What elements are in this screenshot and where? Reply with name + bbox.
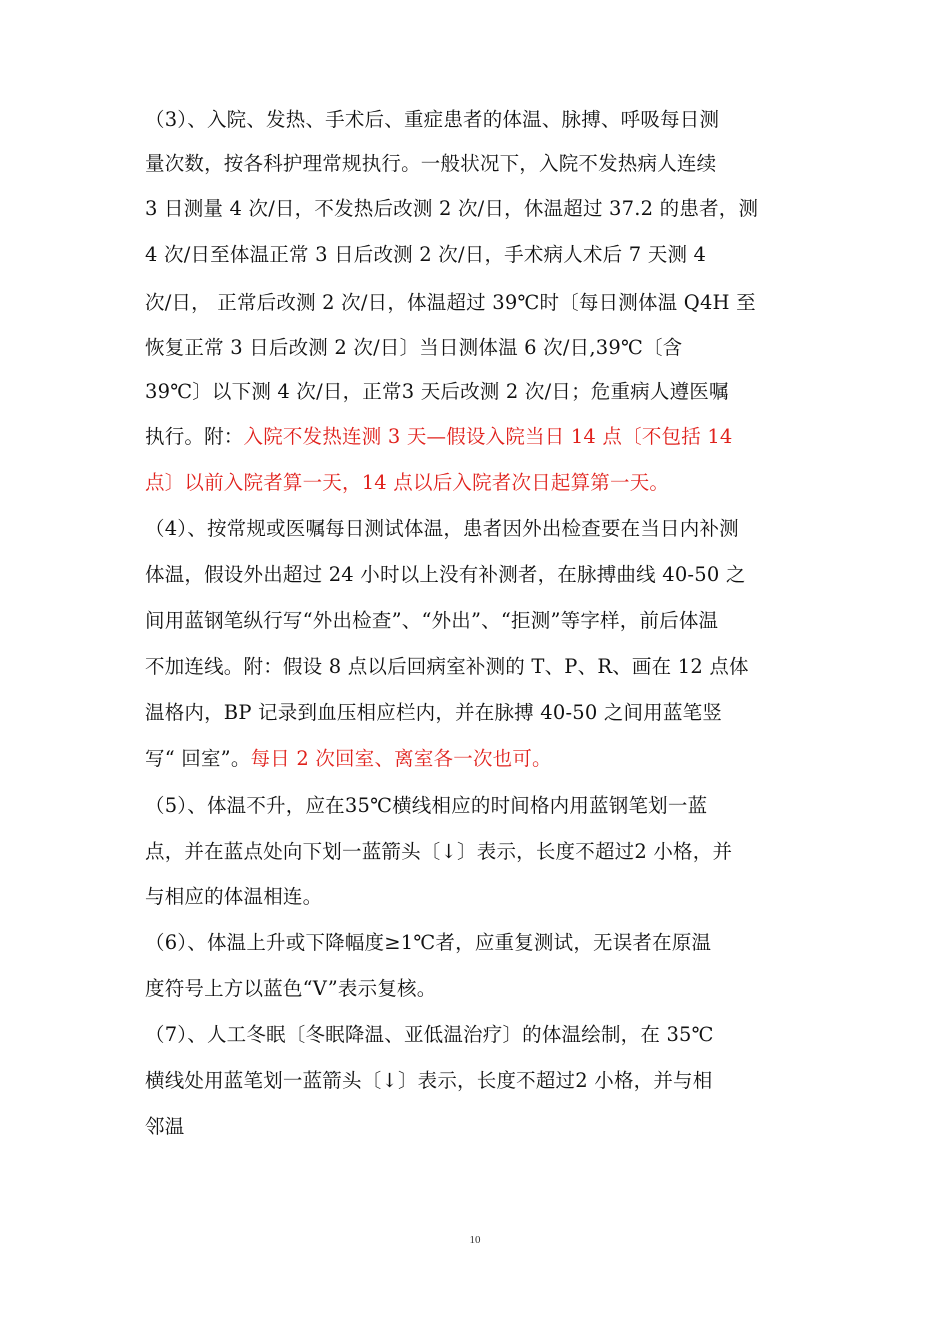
text-line: 恢复正常 3 日后改测 2 次/日〕当日测体温 6 次/日,39℃〔含	[145, 336, 683, 359]
text-segment: 执行。附：	[145, 425, 244, 448]
text-line: 点，并在蓝点处向下划一蓝箭头〔↓〕表示，长度不超过2 小格，并	[145, 840, 733, 863]
text-line: 邻温	[145, 1115, 185, 1138]
text-line: 温格内，BP 记录到血压相应栏内，并在脉搏 40-50 之间用蓝笔竖	[145, 701, 723, 724]
text-line: （6）、体温上升或下降幅度≥1℃者，应重复测试，无误者在原温	[145, 931, 712, 954]
text-line: 不加连线。附：假设 8 点以后回病室补测的 T、P、R、画在 12 点体	[145, 655, 749, 678]
text-line: 体温，假设外出超过 24 小时以上没有补测者，在脉搏曲线 40-50 之	[145, 563, 746, 586]
text-line: 次/日， 正常后改测 2 次/日，体温超过 39℃时〔每日测体温 Q4H 至	[145, 291, 756, 314]
text-line: （7）、人工冬眠〔冬眠降温、亚低温治疗〕的体温绘制，在 35℃	[145, 1023, 714, 1046]
highlighted-note: 每日 2 次回室、离室各一次也可。	[250, 747, 552, 770]
text-line-mixed	[145, 736, 835, 782]
text-line-mixed	[145, 414, 835, 460]
text-line: 量次数，按各科护理常规执行。一般状况下，入院不发热病人连续	[145, 152, 717, 175]
page-number: 10	[469, 1234, 481, 1246]
text-line: 度符号上方以蓝色“V”表示复核。	[145, 977, 437, 1000]
text-line: （5）、体温不升，应在35℃横线相应的时间格内用蓝钢笔划一蓝	[145, 794, 708, 817]
text-segment: 写“ 回室”。	[145, 747, 251, 770]
text-line: （3）、入院、发热、手术后、重症患者的体温、脉搏、呼吸每日测	[145, 108, 720, 131]
highlighted-note: 入院不发热连测 3 天—假设入院当日 14 点〔不包括 14	[243, 425, 733, 448]
text-line: 39℃〕以下测 4 次/日，正常3 天后改测 2 次/日；危重病人遵医嘱	[145, 380, 729, 403]
text-line: 间用蓝钢笔纵行写“外出检查”、“外出”、“拒测”等字样，前后体温	[145, 609, 719, 632]
text-line: 3 日测量 4 次/日，不发热后改测 2 次/日，休温超过 37.2 的患者，测	[145, 197, 759, 220]
highlighted-note-line: 点〕以前入院者算一天，14 点以后入院者次日起算第一天。	[145, 471, 670, 494]
text-line: 横线处用蓝笔划一蓝箭头〔↓〕表示，长度不超过2 小格，并与相	[145, 1069, 713, 1092]
text-line: 4 次/日至体温正常 3 日后改测 2 次/日，手术病人术后 7 天测 4	[145, 243, 707, 266]
text-line: （4）、按常规或医嘱每日测试体温，患者因外出检查要在当日内补测	[145, 517, 739, 540]
text-line: 与相应的体温相连。	[145, 885, 323, 908]
